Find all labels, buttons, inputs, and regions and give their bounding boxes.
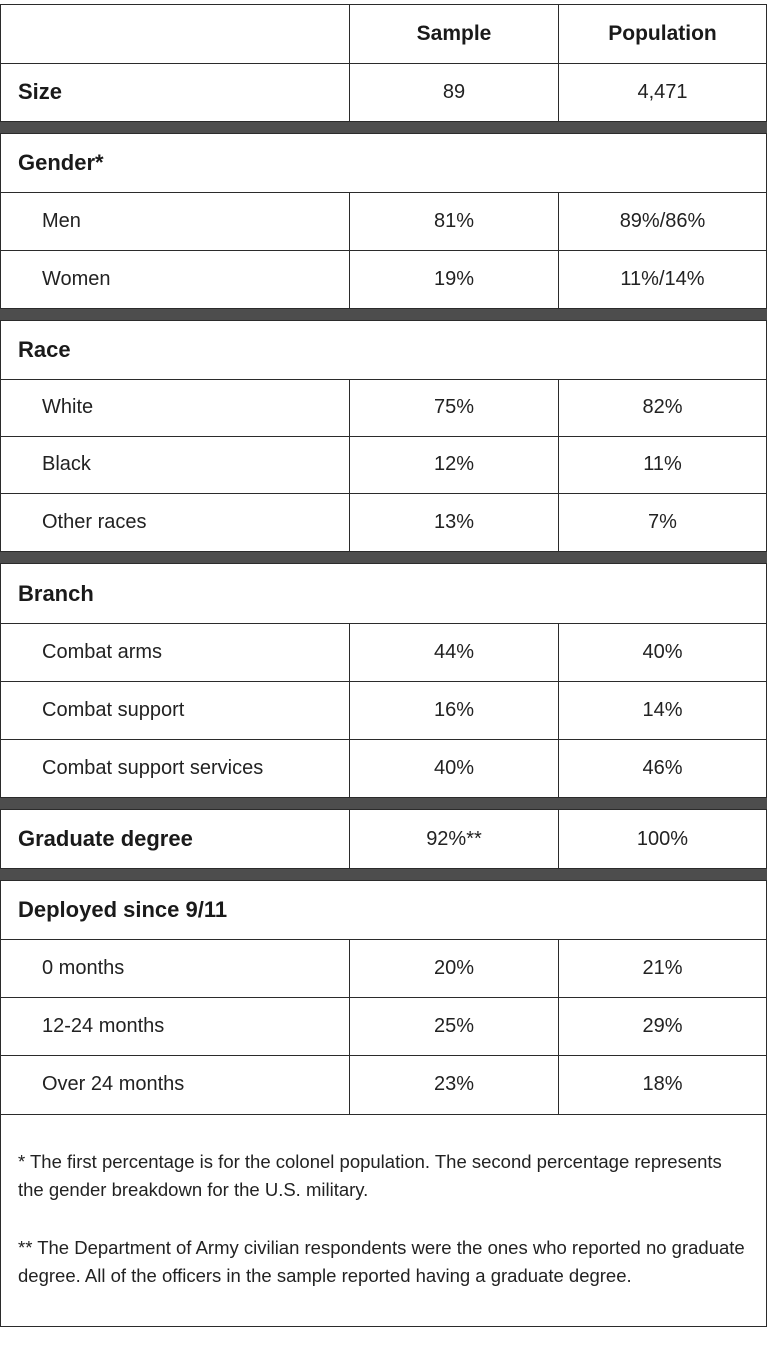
table-row	[0, 250, 767, 308]
table-row	[0, 939, 767, 997]
table-row	[0, 997, 767, 1055]
row-population: 46%	[559, 739, 767, 797]
row-label: Men	[0, 192, 350, 250]
row-sample: 23%	[350, 1055, 559, 1114]
table-row	[0, 379, 767, 436]
size-population: 4,471	[559, 63, 767, 121]
table-row	[0, 1055, 767, 1114]
deployed-section-row	[0, 881, 767, 939]
row-label: White	[0, 379, 350, 436]
row-sample: 81%	[350, 192, 559, 250]
row-population: 14%	[559, 681, 767, 739]
table-row	[0, 681, 767, 739]
row-label: Other races	[0, 493, 350, 551]
gender-section-row	[0, 134, 767, 192]
row-population: 21%	[559, 939, 767, 997]
row-sample: 20%	[350, 939, 559, 997]
race-section-row	[0, 321, 767, 379]
branch-section-row	[0, 564, 767, 623]
header-population: Population	[559, 4, 767, 63]
header-row	[0, 4, 767, 63]
row-population: 11%/14%	[559, 250, 767, 308]
graduate-sample: 92%**	[350, 810, 559, 868]
row-population: 7%	[559, 493, 767, 551]
row-population: 29%	[559, 997, 767, 1055]
graduate-row	[0, 810, 767, 868]
row-label: Black	[0, 436, 350, 493]
size-label: Size	[0, 63, 350, 121]
row-sample: 12%	[350, 436, 559, 493]
row-label: Combat support	[0, 681, 350, 739]
row-label: 0 months	[0, 939, 350, 997]
row-sample: 13%	[350, 493, 559, 551]
row-population: 11%	[559, 436, 767, 493]
row-sample: 44%	[350, 623, 559, 681]
section-divider	[0, 797, 767, 810]
section-divider	[0, 308, 767, 321]
gender-heading: Gender*	[0, 134, 767, 192]
deployed-heading: Deployed since 9/11	[0, 881, 767, 939]
row-population: 89%/86%	[559, 192, 767, 250]
section-divider	[0, 868, 767, 881]
size-sample: 89	[350, 63, 559, 121]
row-label: Over 24 months	[0, 1055, 350, 1114]
row-sample: 19%	[350, 250, 559, 308]
table-row	[0, 739, 767, 797]
footnotes	[0, 1114, 767, 1327]
header-sample: Sample	[350, 4, 559, 63]
race-heading: Race	[0, 321, 767, 379]
row-population: 82%	[559, 379, 767, 436]
table-row	[0, 623, 767, 681]
row-label: Combat support services	[0, 739, 350, 797]
row-population: 18%	[559, 1055, 767, 1114]
size-row	[0, 63, 767, 121]
graduate-population: 100%	[559, 810, 767, 868]
table-row	[0, 192, 767, 250]
row-label: 12-24 months	[0, 997, 350, 1055]
row-sample: 25%	[350, 997, 559, 1055]
footnote-gender: * The first percentage is for the colonel population. The second percentage represents the gender breakdown for the U.S. military.	[18, 1151, 722, 1200]
graduate-label: Graduate degree	[0, 810, 350, 868]
row-sample: 75%	[350, 379, 559, 436]
row-sample: 16%	[350, 681, 559, 739]
table-row	[0, 436, 767, 493]
row-label: Combat arms	[0, 623, 350, 681]
table-row	[0, 493, 767, 551]
row-label: Women	[0, 250, 350, 308]
row-population: 40%	[559, 623, 767, 681]
branch-heading: Branch	[0, 564, 767, 623]
section-divider	[0, 121, 767, 134]
footnote-graduate: ** The Department of Army civilian respondents were the ones who reported no graduate degree. All of the officers in the sample reported having a graduate degree.	[18, 1237, 745, 1286]
header-blank-cell	[0, 4, 350, 63]
section-divider	[0, 551, 767, 564]
row-sample: 40%	[350, 739, 559, 797]
